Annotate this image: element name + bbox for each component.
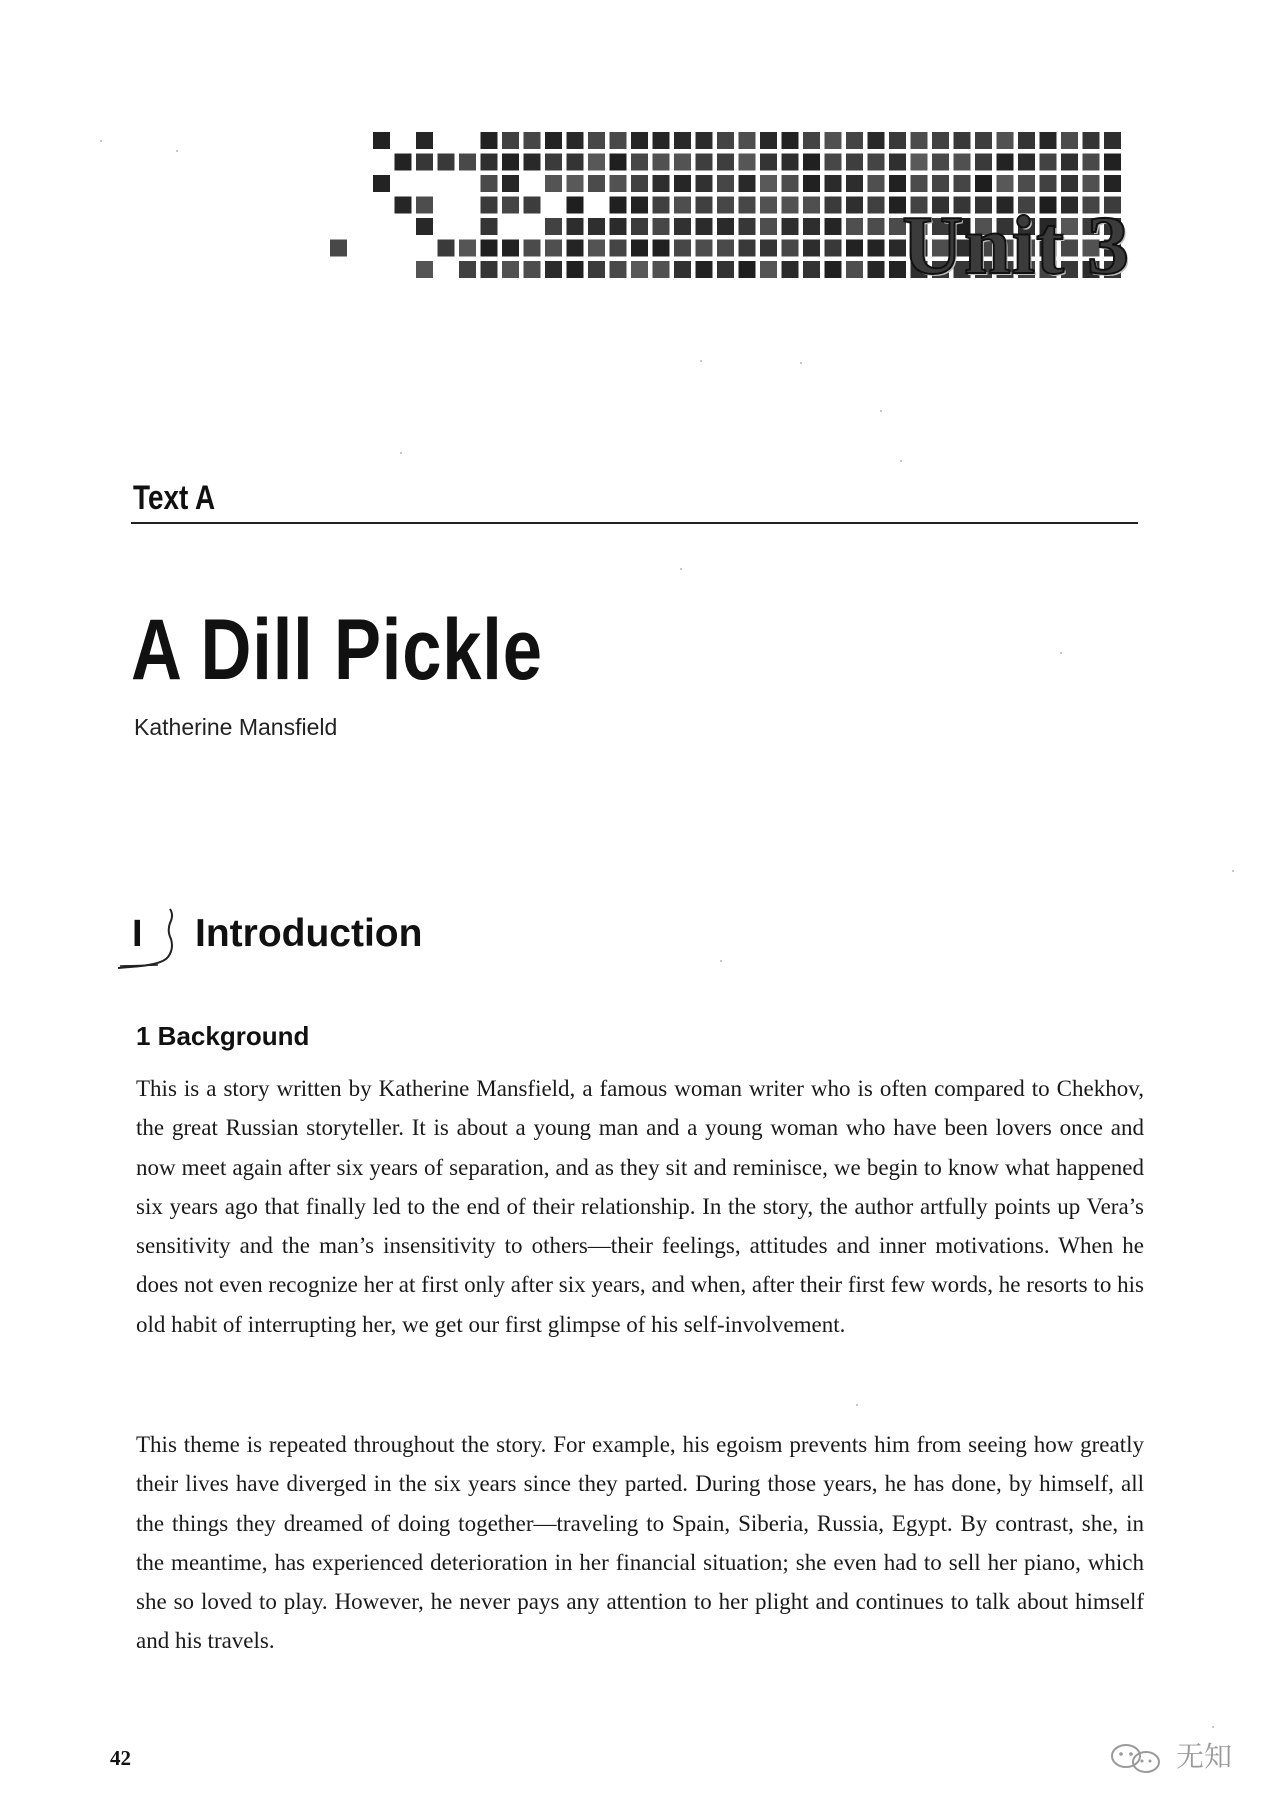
mosaic-square [481, 240, 498, 257]
mosaic-square [803, 261, 820, 278]
mosaic-square [567, 197, 584, 214]
scan-speck [680, 568, 682, 570]
watermark-text: 无知 [1176, 1740, 1233, 1773]
mosaic-square [717, 175, 734, 192]
section-heading [118, 905, 618, 975]
mosaic-square [717, 261, 734, 278]
scan-speck [720, 960, 722, 962]
mosaic-square [674, 175, 691, 192]
mosaic-square [846, 132, 863, 149]
mosaic-square [631, 154, 648, 171]
mosaic-square [588, 132, 605, 149]
mosaic-square [975, 154, 992, 171]
mosaic-square [631, 132, 648, 149]
mosaic-square [502, 240, 519, 257]
mosaic-square [825, 261, 842, 278]
mosaic-square [610, 154, 627, 171]
mosaic-square [782, 132, 799, 149]
mosaic-square [373, 132, 390, 149]
mosaic-square [1061, 175, 1078, 192]
section-bracket-icon [118, 905, 182, 975]
section-number: I [132, 913, 143, 955]
mosaic-square [760, 154, 777, 171]
scan-speck [800, 362, 802, 364]
mosaic-square [653, 240, 670, 257]
mosaic-square [459, 261, 476, 278]
mosaic-square [954, 132, 971, 149]
scan-speck [176, 150, 178, 152]
mosaic-square [911, 154, 928, 171]
paragraph-1: This is a story written by Katherine Mansfield, a famous woman writer who is often compared to Chekhov, the great Russian storyteller. It is about a young man and a young woman who have been lovers once and now meet again after six years of separation, and as they sit and reminisce, we begin to know what happened six years ago that finally led to the end of their relationship. In the story, the author artfully points up Vera’s sensitivity and the man’s insensitivity to others—their feelings, attitudes and inner motivations. When he does not even recognize her at first only after six years, and when, after their first few words, he resorts to his old habit of interrupting her, we get our first glimpse of his self-involvement. [136, 1076, 1144, 1337]
mosaic-square [653, 261, 670, 278]
mosaic-square [868, 197, 885, 214]
mosaic-square [524, 261, 541, 278]
mosaic-square [481, 132, 498, 149]
mosaic-square [911, 132, 928, 149]
mosaic-square [653, 175, 670, 192]
mosaic-square [459, 154, 476, 171]
mosaic-square [653, 218, 670, 235]
mosaic-square [481, 175, 498, 192]
mosaic-square [803, 132, 820, 149]
mosaic-square [610, 175, 627, 192]
mosaic-square [610, 261, 627, 278]
mosaic-square [631, 175, 648, 192]
mosaic-square [395, 154, 412, 171]
mosaic-square [567, 175, 584, 192]
mosaic-square [760, 261, 777, 278]
mosaic-square [1018, 132, 1035, 149]
mosaic-square [481, 197, 498, 214]
mosaic-square [631, 240, 648, 257]
mosaic-square [653, 154, 670, 171]
mosaic-square [868, 261, 885, 278]
mosaic-square [846, 261, 863, 278]
mosaic-square [868, 154, 885, 171]
mosaic-square [610, 197, 627, 214]
mosaic-square [631, 261, 648, 278]
mosaic-square [825, 197, 842, 214]
mosaic-square [653, 197, 670, 214]
mosaic-square [1061, 132, 1078, 149]
mosaic-square [674, 154, 691, 171]
scan-speck [1060, 652, 1062, 654]
mosaic-square [502, 261, 519, 278]
mosaic-square [567, 218, 584, 235]
paragraph-2: This theme is repeated throughout the story. For example, his egoism prevents him from seeing how greatly their lives have diverged in the six years since they parted. During those years, he has done, by himself, all the things they dreamed of doing together—traveling to Spain, Siberia, Russia, Egypt. By contrast, she, in the meantime, has experienced deterioration in her financial situation; she even had to sell her piano, which she so loved to play. However, he never pays any attention to her plight and continues to talk about himself and his travels. [136, 1432, 1144, 1654]
heading-rule [131, 522, 1138, 524]
scan-speck [1212, 1726, 1214, 1728]
mosaic-square [1083, 175, 1100, 192]
scan-speck [900, 460, 902, 462]
mosaic-square [911, 175, 928, 192]
mosaic-square [610, 218, 627, 235]
mosaic-square [610, 132, 627, 149]
scan-speck [700, 360, 702, 362]
mosaic-square [954, 175, 971, 192]
mosaic-square [846, 154, 863, 171]
mosaic-square [438, 154, 455, 171]
mosaic-square [717, 240, 734, 257]
mosaic-square [674, 197, 691, 214]
mosaic-square [1061, 154, 1078, 171]
mosaic-square [545, 218, 562, 235]
mosaic-square [631, 197, 648, 214]
mosaic-square [588, 218, 605, 235]
mosaic-square [760, 175, 777, 192]
mosaic-square [739, 218, 756, 235]
mosaic-square [674, 240, 691, 257]
mosaic-square [588, 261, 605, 278]
mosaic-square [588, 154, 605, 171]
mosaic-square [610, 240, 627, 257]
mosaic-square [696, 197, 713, 214]
mosaic-square [1018, 175, 1035, 192]
mosaic-square [395, 197, 412, 214]
mosaic-square [502, 154, 519, 171]
mosaic-square [782, 240, 799, 257]
mosaic-square [846, 175, 863, 192]
mosaic-square [825, 154, 842, 171]
mosaic-square [416, 154, 433, 171]
mosaic-square [782, 197, 799, 214]
mosaic-square [803, 240, 820, 257]
mosaic-square [696, 154, 713, 171]
mosaic-square [481, 218, 498, 235]
mosaic-square [739, 175, 756, 192]
mosaic-square [760, 197, 777, 214]
mosaic-square [868, 218, 885, 235]
watermark [1106, 1738, 1246, 1778]
mosaic-square [889, 154, 906, 171]
mosaic-square [524, 197, 541, 214]
scan-speck [400, 452, 402, 454]
mosaic-square [739, 154, 756, 171]
mosaic-square [760, 218, 777, 235]
mosaic-square [975, 132, 992, 149]
mosaic-square [739, 197, 756, 214]
mosaic-square [1040, 132, 1057, 149]
mosaic-square [846, 240, 863, 257]
mosaic-square [997, 132, 1014, 149]
text-label: Text A [133, 479, 216, 517]
mosaic-square [567, 132, 584, 149]
mosaic-square [846, 218, 863, 235]
mosaic-square [373, 175, 390, 192]
mosaic-square [416, 218, 433, 235]
mosaic-square [1040, 175, 1057, 192]
mosaic-square [524, 240, 541, 257]
mosaic-square [739, 132, 756, 149]
mosaic-square [846, 197, 863, 214]
mosaic-square [760, 132, 777, 149]
mosaic-square [524, 154, 541, 171]
mosaic-square [674, 261, 691, 278]
mosaic-square [459, 240, 476, 257]
mosaic-square [954, 154, 971, 171]
story-title: A Dill Pickle [131, 602, 543, 698]
scan-speck [100, 140, 102, 142]
unit-title: Unit 3 [902, 199, 1130, 292]
mosaic-square [739, 261, 756, 278]
scan-speck [1232, 870, 1234, 872]
mosaic-square [803, 175, 820, 192]
unit-banner [330, 128, 1136, 300]
mosaic-square [782, 261, 799, 278]
mosaic-square [717, 154, 734, 171]
chat-bubble-icon [1106, 1742, 1168, 1776]
mosaic-square [803, 197, 820, 214]
subsection-heading: 1 Background [136, 1021, 310, 1051]
mosaic-square [502, 197, 519, 214]
mosaic-square [588, 175, 605, 192]
mosaic-square [502, 132, 519, 149]
mosaic-square [1104, 154, 1121, 171]
mosaic-square [1083, 154, 1100, 171]
mosaic-square [438, 240, 455, 257]
mosaic-square [1083, 132, 1100, 149]
mosaic-square [932, 175, 949, 192]
mosaic-square [803, 218, 820, 235]
mosaic-square [696, 218, 713, 235]
mosaic-square [481, 154, 498, 171]
mosaic-square [416, 261, 433, 278]
mosaic-square [868, 132, 885, 149]
mosaic-square [868, 240, 885, 257]
mosaic-square [717, 132, 734, 149]
mosaic-square [825, 132, 842, 149]
mosaic-square [567, 240, 584, 257]
mosaic-square [524, 132, 541, 149]
mosaic-square [932, 154, 949, 171]
mosaic-square [889, 132, 906, 149]
mosaic-square [825, 218, 842, 235]
story-author: Katherine Mansfield [134, 714, 338, 740]
mosaic-square [545, 154, 562, 171]
mosaic-square [696, 132, 713, 149]
scan-speck [880, 410, 882, 412]
mosaic-square [717, 218, 734, 235]
mosaic-square [674, 132, 691, 149]
mosaic-square [696, 240, 713, 257]
mosaic-square [567, 261, 584, 278]
mosaic-square [1040, 154, 1057, 171]
mosaic-square [803, 154, 820, 171]
mosaic-square [997, 154, 1014, 171]
mosaic-square [997, 175, 1014, 192]
mosaic-square [1018, 154, 1035, 171]
mosaic-square [588, 240, 605, 257]
mosaic-square [696, 261, 713, 278]
mosaic-square [416, 197, 433, 214]
mosaic-square [1104, 175, 1121, 192]
mosaic-square [975, 175, 992, 192]
mosaic-square [481, 261, 498, 278]
mosaic-square [782, 154, 799, 171]
mosaic-square [782, 175, 799, 192]
mosaic-square [631, 218, 648, 235]
mosaic-square [825, 240, 842, 257]
mosaic-square [545, 240, 562, 257]
mosaic-square [545, 261, 562, 278]
scan-speck [856, 1404, 858, 1406]
mosaic-square [739, 240, 756, 257]
mosaic-square [330, 240, 347, 257]
mosaic-square [717, 197, 734, 214]
mosaic-square [760, 240, 777, 257]
mosaic-square [545, 132, 562, 149]
mosaic-square [696, 175, 713, 192]
mosaic-square [653, 132, 670, 149]
mosaic-square [545, 175, 562, 192]
mosaic-square [416, 132, 433, 149]
mosaic-square [932, 132, 949, 149]
mosaic-square [825, 175, 842, 192]
mosaic-square [502, 175, 519, 192]
mosaic-square [567, 154, 584, 171]
mosaic-square [889, 175, 906, 192]
section-title: Introduction [195, 912, 423, 955]
page-number: 42 [110, 1746, 131, 1770]
mosaic-square [1104, 132, 1121, 149]
mosaic-square [674, 218, 691, 235]
mosaic-square [868, 175, 885, 192]
mosaic-square [782, 218, 799, 235]
